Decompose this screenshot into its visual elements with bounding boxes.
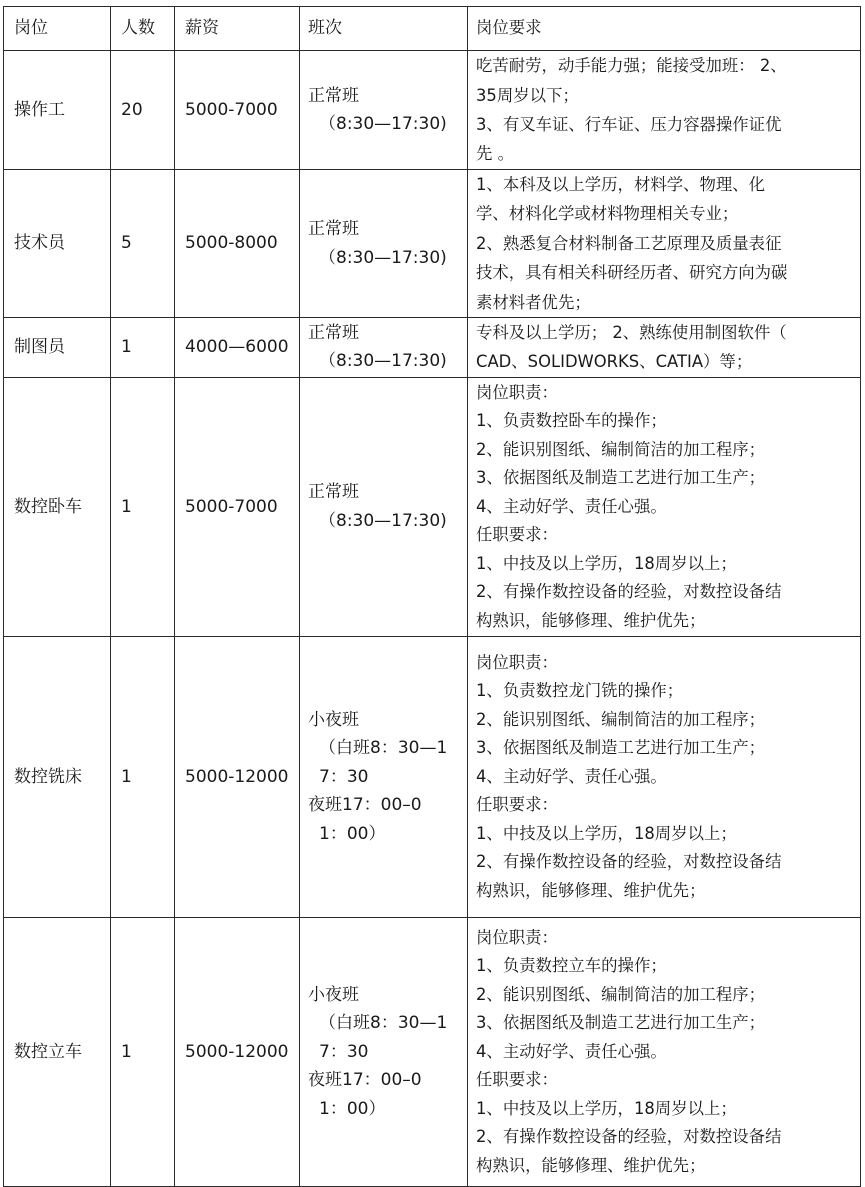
requirement-line: 1、负责数控龙门铣的操作； (476, 681, 684, 701)
table-row (4, 377, 861, 636)
requirement-line: 3、依据图纸及制造工艺进行加工生产； (476, 468, 766, 488)
cell-position: 技术员 (4, 170, 111, 318)
shift-line: 小夜班 (308, 984, 359, 1005)
requirement-line: 1、中技及以上学历，18周岁以上； (476, 1098, 737, 1118)
shift-line: 7：30 (319, 766, 369, 787)
requirement-line: 2、熟悉复合材料制备工艺原理及质量表征 (476, 233, 782, 253)
cell-salary: 5000-7000 (175, 51, 300, 170)
requirement-line: 4、主动好学、责任心强。 (476, 496, 667, 516)
cell-salary: 5000-12000 (175, 917, 300, 1186)
cell-shift (300, 917, 468, 1186)
header-shift: 班次 (300, 7, 468, 51)
shift-line: 1：00） (319, 1098, 386, 1119)
cell-shift (300, 170, 468, 318)
requirement-line: 1、本科及以上学历，材料学、物理、化 (476, 175, 766, 194)
cell-salary: 5000-12000 (175, 636, 300, 917)
requirement-line: 2、有操作数控设备的经验，对数控设备结 (476, 1127, 782, 1147)
requirement-line: 专科及以上学历； 2、熟练使用制图软件（ (476, 323, 787, 343)
requirement-line: 3、依据图纸及制造工艺进行加工生产； (476, 1013, 766, 1033)
cell-shift (300, 51, 468, 170)
requirement-line: 3、依据图纸及制造工艺进行加工生产； (476, 738, 766, 758)
shift-line: （8:30—17:30) (319, 351, 447, 372)
cell-count: 1 (111, 636, 175, 917)
cell-salary: 5000-7000 (175, 377, 300, 636)
header-count: 人数 (111, 7, 175, 51)
requirement-line: 岗位职责： (476, 652, 558, 672)
table-row (4, 917, 861, 1186)
cell-requirements (468, 377, 861, 636)
header-salary: 薪资 (175, 7, 300, 51)
requirement-line: 35周岁以下； (476, 85, 579, 105)
header-position: 岗位 (4, 7, 111, 51)
shift-line: （白班8：30—1 (319, 738, 448, 759)
table-row (4, 51, 861, 170)
cell-requirements (468, 636, 861, 917)
cell-position: 数控铣床 (4, 636, 111, 917)
shift-line: （白班8：30—1 (319, 1013, 448, 1034)
requirement-line: CAD、SOLIDWORKS、CATIA）等； (476, 352, 753, 372)
requirement-line: 4、主动好学、责任心强。 (476, 1041, 667, 1061)
cell-shift (300, 636, 468, 917)
cell-position: 数控立车 (4, 917, 111, 1186)
requirement-line: 2、能识别图纸、编制简洁的加工程序； (476, 984, 766, 1004)
job-table-frame (3, 6, 860, 1187)
shift-line: 正常班 (308, 322, 359, 343)
table-row (4, 170, 861, 318)
table-row (4, 318, 861, 378)
cell-requirements (468, 318, 861, 378)
cell-shift (300, 318, 468, 378)
table-row (4, 636, 861, 917)
requirement-line: 任职要求： (476, 1070, 558, 1090)
requirement-line: 1、中技及以上学历，18周岁以上； (476, 823, 737, 843)
requirement-line: 1、负责数控立车的操作； (476, 956, 667, 976)
requirement-line: 2、能识别图纸、编制简洁的加工程序； (476, 439, 766, 459)
requirement-line: 4、主动好学、责任心强。 (476, 766, 667, 786)
requirement-line: 学、材料化学或材料物理相关专业； (476, 204, 739, 224)
requirement-line: 先 。 (476, 144, 514, 164)
requirement-line: 吃苦耐劳，动手能力强；能接受加班： 2、 (476, 56, 787, 76)
requirement-line: 构熟识，能够修理、维护优先； (476, 1155, 706, 1175)
cell-requirements (468, 917, 861, 1186)
cell-salary: 4000—6000 (175, 318, 300, 378)
cell-count: 20 (111, 51, 175, 170)
requirement-line: 任职要求： (476, 525, 558, 545)
shift-line: 1：00） (319, 823, 386, 844)
requirement-line: 任职要求： (476, 795, 558, 815)
shift-line: 夜班17：00–0 (308, 795, 422, 816)
shift-line: （8:30—17:30) (319, 510, 447, 531)
requirement-line: 构熟识，能够修理、维护优先； (476, 880, 706, 900)
shift-line: （8:30—17:30) (319, 114, 447, 134)
requirement-line: 3、有叉车证、行车证、压力容器操作证优 (476, 115, 782, 134)
requirement-line: 岗位职责： (476, 927, 558, 947)
cell-position: 操作工 (4, 51, 111, 170)
requirement-line: 素材料者优先； (476, 292, 591, 312)
shift-line: （8:30—17:30) (319, 247, 447, 268)
shift-line: 夜班17：00–0 (308, 1070, 422, 1091)
cell-salary: 5000-8000 (175, 170, 300, 318)
cell-position: 制图员 (4, 318, 111, 378)
requirement-line: 1、中技及以上学历，18周岁以上； (476, 553, 737, 573)
requirement-line: 2、能识别图纸、编制简洁的加工程序； (476, 709, 766, 729)
cell-count: 1 (111, 917, 175, 1186)
header-requirements: 岗位要求 (468, 7, 861, 51)
requirement-line: 2、有操作数控设备的经验，对数控设备结 (476, 582, 782, 602)
requirement-line: 技术，具有相关科研经历者、研究方向为碳 (476, 263, 788, 283)
cell-shift (300, 377, 468, 636)
requirement-line: 1、负责数控卧车的操作； (476, 411, 667, 431)
shift-line: 正常班 (308, 219, 359, 240)
cell-count: 1 (111, 377, 175, 636)
cell-requirements (468, 51, 861, 170)
cell-position: 数控卧车 (4, 377, 111, 636)
cell-requirements (468, 170, 861, 318)
cell-count: 5 (111, 170, 175, 318)
requirement-line: 2、有操作数控设备的经验，对数控设备结 (476, 852, 782, 872)
requirement-line: 岗位职责： (476, 382, 558, 402)
shift-line: 小夜班 (308, 709, 359, 730)
shift-line: 正常班 (308, 85, 359, 106)
shift-line: 正常班 (308, 482, 359, 503)
job-table (3, 6, 861, 1187)
requirement-line: 构熟识，能够修理、维护优先； (476, 610, 706, 630)
shift-line: 7：30 (319, 1041, 369, 1062)
cell-count: 1 (111, 318, 175, 378)
table-header-row (4, 7, 861, 51)
